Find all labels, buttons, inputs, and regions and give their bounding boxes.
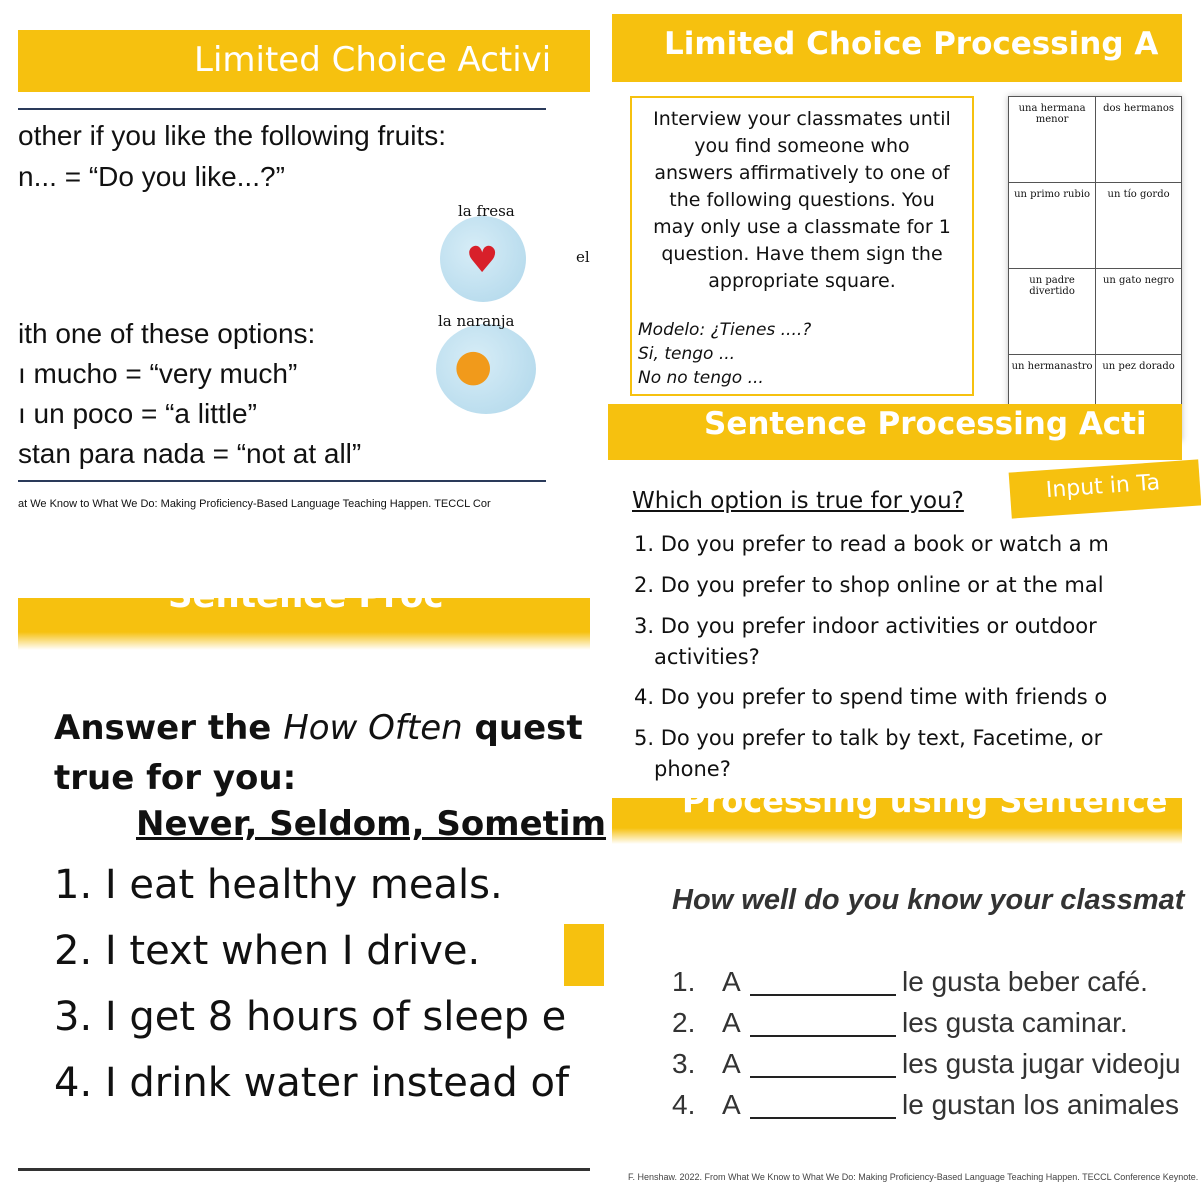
- model-line: Modelo: ¿Tienes ....?: [638, 320, 812, 340]
- heading-text: quest: [462, 708, 583, 748]
- instruction-line: appropriate square.: [708, 270, 896, 292]
- question-heading-line2: true for you:: [54, 758, 297, 798]
- instruction-line: Interview your classmates until: [653, 108, 951, 130]
- slide-title-banner: [18, 576, 590, 632]
- question-item: 5. Do you prefer to talk by text, Facetime, or: [634, 726, 1103, 750]
- slide-title: Sentence Proc: [168, 576, 444, 616]
- option-line: ı mucho = “very much”: [18, 358, 298, 389]
- model-line: Si, tengo ...: [638, 344, 736, 364]
- item-number: 2.: [672, 1007, 696, 1038]
- slide-footer: F. Henshaw. 2022. From What We Know to What We Do: Making Proficiency-Based Language Teaching Happen. TECCL Conference Keynote.: [628, 1172, 1199, 1182]
- grid-cell[interactable]: un gato negro: [1096, 269, 1182, 355]
- option-line: stan para nada = “not at all”: [18, 438, 362, 469]
- item-article: A: [722, 1048, 741, 1079]
- banner-tail: [612, 828, 1182, 844]
- instruction-line: ith one of these options:: [18, 318, 316, 349]
- statement-item: 3. I get 8 hours of sleep e: [54, 994, 567, 1040]
- item-number: 4.: [672, 1089, 696, 1120]
- slide-title-banner: [18, 30, 590, 92]
- grid-cell[interactable]: un tío gordo: [1096, 183, 1182, 269]
- instruction-line: the following questions. You: [669, 189, 935, 211]
- question-item: 1. Do you prefer to read a book or watch a m: [634, 532, 1109, 556]
- question-item: 4. Do you prefer to spend time with friends o: [634, 685, 1108, 709]
- frequency-options: Never, Seldom, Sometim: [136, 804, 607, 844]
- question-item: 3. Do you prefer indoor activities or outdoor: [634, 614, 1097, 638]
- statement-item: 4. I drink water instead of: [54, 1060, 570, 1106]
- strawberry-icon: ♥: [466, 240, 499, 281]
- instruction-line: you find someone who: [694, 135, 910, 157]
- slide-title: Limited Choice Processing A: [664, 26, 1159, 62]
- instruction-line: other if you like the following fruits:: [18, 120, 446, 151]
- slide-title-banner: [608, 404, 1182, 460]
- slide-limited-choice-processing: [612, 14, 1182, 394]
- item-article: A: [722, 1007, 741, 1038]
- heading-text: Answer the: [54, 708, 284, 748]
- slide-sentence-completion: [612, 782, 1199, 1190]
- blank-field[interactable]: [750, 1076, 896, 1078]
- statement-item: 1. I eat healthy meals.: [54, 862, 503, 908]
- grid-cell[interactable]: un hermanastro: [1009, 355, 1096, 441]
- input-tag: [1009, 459, 1201, 518]
- question-item-continued: activities?: [654, 645, 760, 669]
- top-rule: [18, 108, 546, 110]
- item-text: les gusta caminar.: [902, 1007, 1128, 1038]
- instruction-line: question. Have them sign the: [661, 243, 943, 265]
- fruit-label: la naranja: [438, 312, 515, 330]
- grid-cell[interactable]: un pez dorado: [1096, 355, 1182, 441]
- slide-how-often: [18, 576, 607, 1188]
- blank-field[interactable]: [750, 994, 896, 996]
- item-number: 3.: [672, 1048, 696, 1079]
- grid-cell[interactable]: un primo rubio: [1009, 183, 1096, 269]
- blank-field[interactable]: [750, 1035, 896, 1037]
- item-text: les gusta jugar videoju: [902, 1048, 1181, 1079]
- model-line: No no tengo ...: [638, 368, 764, 388]
- slide-title: Limited Choice Activi: [194, 40, 552, 80]
- fruit-label: la fresa: [458, 202, 515, 220]
- statement-item: 2. I text when I drive.: [54, 928, 481, 974]
- question-heading: Which option is true for you?: [632, 488, 964, 514]
- input-tag-label: Input in Ta: [1045, 470, 1161, 504]
- instruction-line: n... = “Do you like...?”: [18, 161, 285, 192]
- slide-title-banner: [612, 782, 1182, 828]
- item-article: A: [722, 1089, 741, 1120]
- slide-limited-choice-activity: [18, 28, 590, 588]
- question-item-continued: phone?: [654, 757, 731, 781]
- signature-grid: [1008, 96, 1182, 441]
- item-text: le gusta beber café.: [902, 966, 1148, 997]
- instruction-line: answers affirmatively to one of: [654, 162, 950, 184]
- slide-footer: at We Know to What We Do: Making Proficiency-Based Language Teaching Happen. TECCL Cor: [18, 498, 491, 510]
- item-article: A: [722, 966, 741, 997]
- slide-title: Sentence Processing Acti: [704, 406, 1147, 442]
- blank-field[interactable]: [750, 1117, 896, 1119]
- item-text: le gustan los animales: [902, 1089, 1180, 1120]
- banner-tail: [18, 632, 590, 650]
- bottom-rule: [18, 480, 546, 482]
- instruction-box: [630, 96, 974, 396]
- grid-cell[interactable]: dos hermanos: [1096, 97, 1182, 183]
- fruit-label: el: [576, 248, 590, 266]
- grid-cell[interactable]: una hermana menor: [1009, 97, 1096, 183]
- instruction-text: [632, 106, 972, 295]
- option-line: ı un poco = “a little”: [18, 398, 257, 429]
- bottom-rule: [18, 1168, 590, 1171]
- question-heading: How well do you know your classmat: [672, 884, 1185, 916]
- orange-icon: ●: [454, 340, 493, 391]
- slide-title-banner: [612, 14, 1182, 82]
- heading-italic: How Often: [283, 708, 463, 748]
- instruction-line: may only use a classmate for 1: [653, 216, 951, 238]
- corner-tag: [564, 924, 604, 986]
- slide-title: Processing using Sentence: [682, 782, 1168, 820]
- item-number: 1.: [672, 966, 696, 997]
- slide-sentence-processing: [608, 404, 1182, 790]
- question-heading: [54, 708, 583, 748]
- model-text: [638, 318, 811, 390]
- question-item: 2. Do you prefer to shop online or at the mal: [634, 573, 1104, 597]
- grid-cell[interactable]: un padre divertido: [1009, 269, 1096, 355]
